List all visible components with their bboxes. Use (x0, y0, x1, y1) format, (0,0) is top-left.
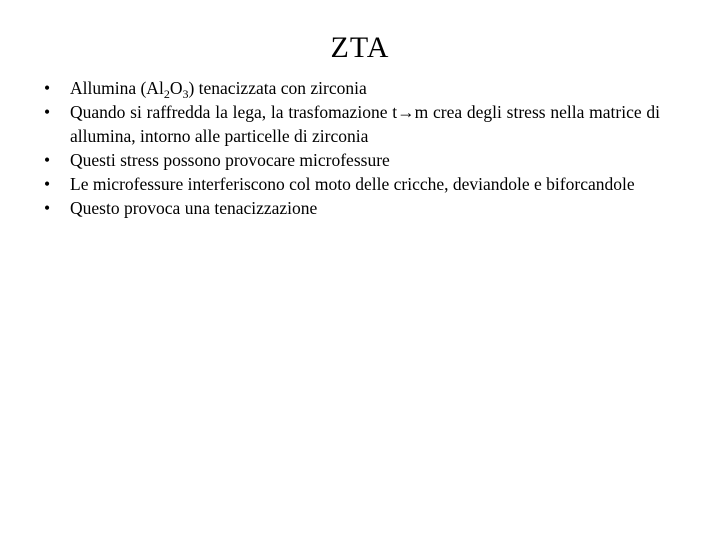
bullet-text: Le microfessure interferiscono col moto delle cricche, deviandole e biforcandole (70, 174, 635, 194)
bullet-text-before-arrow: Quando si raffredda la lega, la trasfomazione t (70, 102, 398, 122)
bullet-item-stress (44, 148, 660, 172)
bullet-text (70, 78, 367, 101)
bullet-text-suffix: ) tenacizzata con zirconia (188, 78, 367, 98)
bullet-icon: • (44, 198, 51, 218)
bullet-text-mid: O (169, 78, 183, 98)
bullet-list (44, 76, 660, 220)
bullet-text-after-arrow: m crea degli stress nella matrice di allumina, intorno alle particelle di zirconia (70, 102, 660, 146)
bullet-item-cooling (44, 100, 660, 148)
subscript-2: 2 (163, 87, 170, 101)
bullet-icon: • (44, 78, 51, 98)
bullet-text (70, 102, 660, 146)
subscript-3: 3 (182, 87, 189, 101)
slide-title: ZTA (330, 31, 390, 64)
bullet-icon: • (44, 102, 51, 122)
bullet-item-alumina (44, 76, 660, 100)
arrow-icon: → (397, 102, 415, 122)
bullet-text-prefix: Allumina (Al (70, 78, 164, 98)
bullet-icon: • (44, 174, 51, 194)
bullet-text: Questi stress possono provocare microfessure (70, 150, 390, 170)
bullet-item-microcracks (44, 172, 660, 196)
bullet-item-toughening (44, 196, 660, 220)
bullet-icon: • (44, 150, 51, 170)
bullet-text: Questo provoca una tenacizzazione (70, 198, 318, 218)
